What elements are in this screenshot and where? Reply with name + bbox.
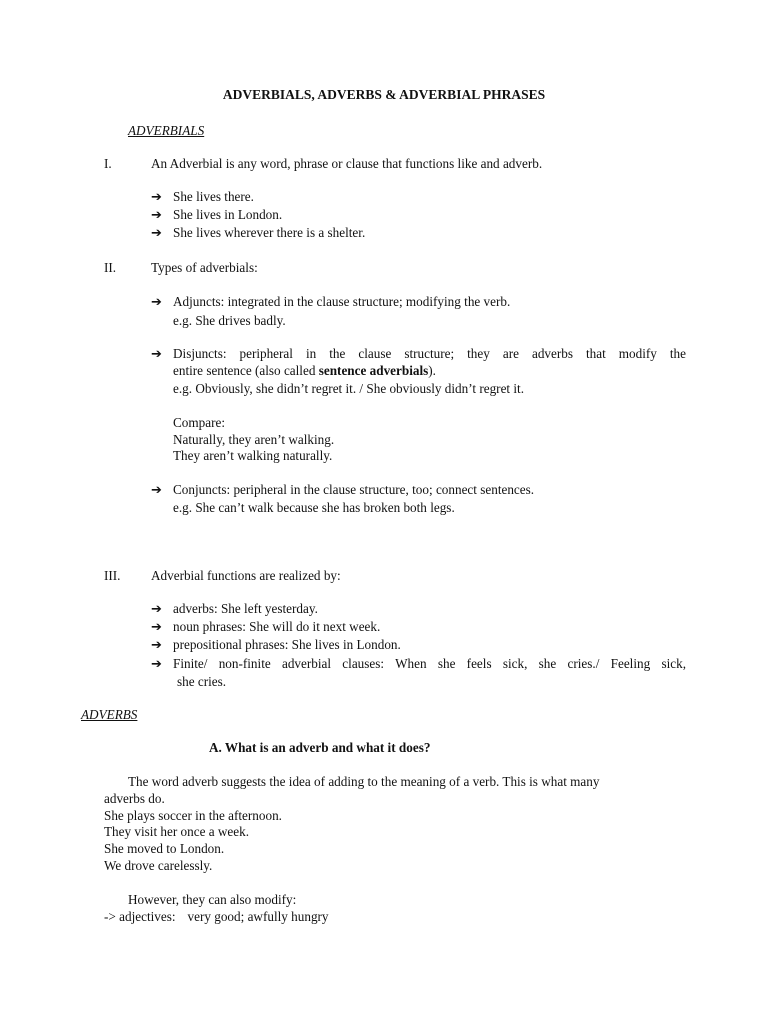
arrow-right-icon: ➔ [151, 347, 162, 362]
list-item-adjuncts: ➔ Adjuncts: integrated in the clause structure; modifying the verb. [151, 294, 511, 310]
list-item-conjuncts: ➔ Conjuncts: peripheral in the clause structure, too; connect sentences. [151, 482, 535, 498]
adjuncts-example: e.g. She drives badly. [173, 313, 286, 328]
list-item: ➔ Finite/ non-finite adverbial clauses: When she feels sick, she cries./ Feeling sick, [151, 656, 686, 672]
section-3-number: III. [104, 568, 121, 583]
paragraph-line: However, they can also modify: [128, 892, 297, 907]
list-item-continuation: she cries. [177, 674, 227, 689]
paragraph-line: -> adjectives: very good; awfully hungry [104, 909, 329, 924]
compare-example-2: They aren’t walking naturally. [173, 448, 333, 463]
example-sentence: She moved to London. [104, 841, 225, 856]
compare-label: Compare: [173, 415, 226, 430]
arrow-right-icon: ➔ [151, 295, 162, 310]
section-1-text: An Adverbial is any word, phrase or clause that functions like and adverb. [151, 156, 543, 171]
section-1-number: I. [104, 156, 112, 171]
adverbs-heading: ADVERBS [81, 707, 138, 722]
section-3-text: Adverbial functions are realized by: [151, 568, 341, 583]
list-item-disjuncts: ➔ Disjuncts: peripheral in the clause structure; they are adverbs that modify the [151, 346, 686, 362]
list-item: ➔ She lives in London. [151, 207, 283, 223]
arrow-right-icon: ➔ [151, 483, 162, 498]
disjuncts-example: e.g. Obviously, she didn’t regret it. / She obviously didn’t regret it. [173, 381, 525, 396]
arrow-right-icon: ➔ [151, 190, 162, 205]
page-title: ADVERBIALS, ADVERBS & ADVERBIAL PHRASES [222, 87, 546, 102]
example-sentence: She plays soccer in the afternoon. [104, 808, 282, 823]
list-item: ➔ noun phrases: She will do it next week. [151, 619, 381, 635]
list-item: ➔ adverbs: She left yesterday. [151, 601, 318, 617]
example-sentence: We drove carelessly. [104, 858, 213, 873]
conjuncts-example: e.g. She can’t walk because she has broken both legs. [173, 500, 455, 515]
section-2-number: II. [104, 260, 117, 275]
arrow-right-icon: ➔ [151, 657, 162, 672]
arrow-right-icon: ➔ [151, 208, 162, 223]
paragraph-line: The word adverb suggests the idea of adding to the meaning of a verb. This is what many [128, 774, 600, 789]
list-item: ➔ She lives there. [151, 189, 254, 205]
arrow-right-icon: ➔ [151, 226, 162, 241]
adverbials-heading: ADVERBIALS [128, 123, 205, 138]
section-2-text: Types of adverbials: [151, 260, 258, 275]
list-item: ➔ She lives wherever there is a shelter. [151, 225, 366, 241]
list-item: ➔ prepositional phrases: She lives in London. [151, 637, 401, 653]
disjuncts-continuation: entire sentence (also called sentence adverbials). [173, 363, 436, 378]
arrow-right-icon: ➔ [151, 638, 162, 653]
compare-example-1: Naturally, they aren’t walking. [173, 432, 335, 447]
arrow-right-icon: ➔ [151, 602, 162, 617]
paragraph-line: adverbs do. [104, 791, 165, 806]
example-sentence: They visit her once a week. [104, 824, 250, 839]
sentence-adverbials-term: sentence adverbials [318, 363, 429, 378]
section-a-heading: A. What is an adverb and what it does? [209, 740, 431, 755]
arrow-right-icon: ➔ [151, 620, 162, 635]
